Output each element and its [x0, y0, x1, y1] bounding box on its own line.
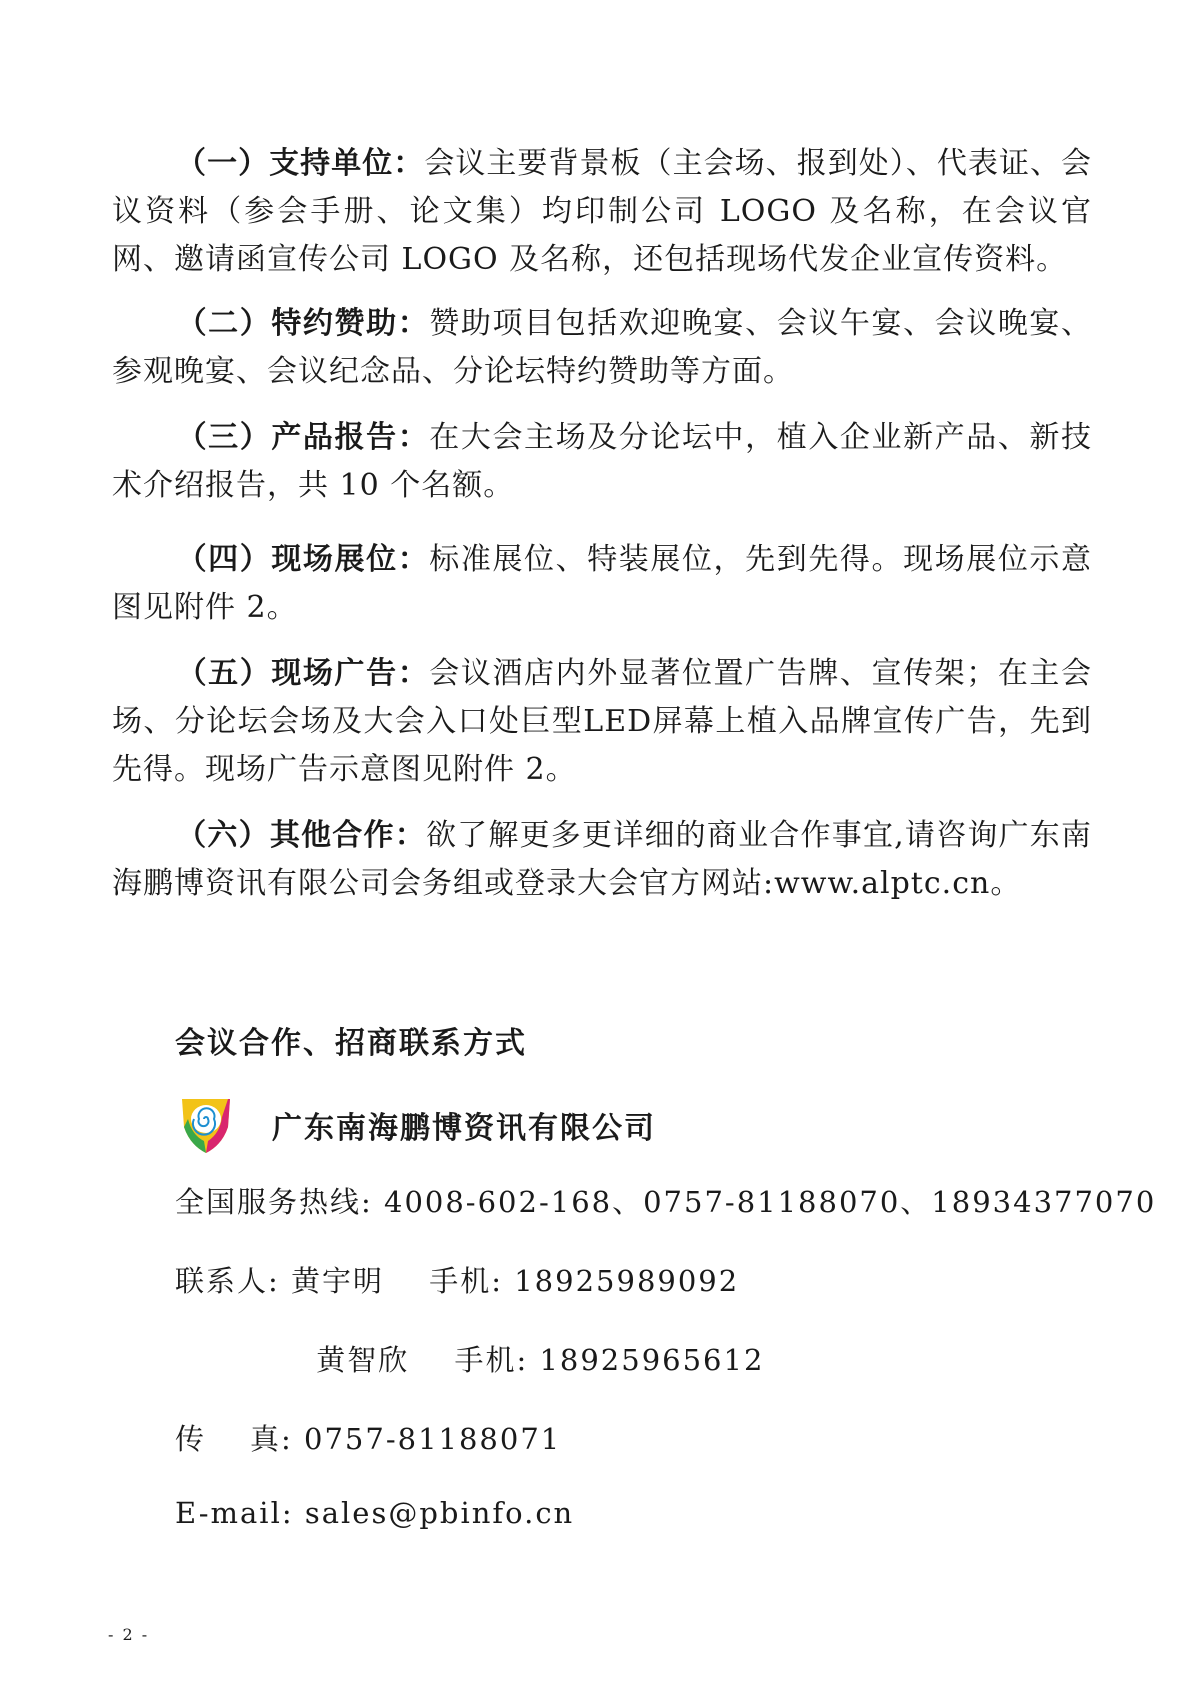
page-number: - 2 -: [108, 1625, 150, 1644]
contact-email: [175, 1496, 574, 1530]
spiral-shield-logo-icon: [178, 1093, 234, 1157]
hotline-label: 全国服务热线:: [175, 1185, 373, 1219]
section-text: 在大会主场及分论坛中，植入企业新产品、新技术介绍报告，共 10 个名额。: [112, 420, 1093, 503]
contact-person-1: [175, 1259, 739, 1300]
section-support-units: [112, 140, 1092, 284]
section-text: 会议酒店内外显著位置广告牌、宣传架；在主会场、分论坛会场及大会入口处巨型LED屏幕上植入品牌宣传广告，先到先得。现场广告示意图见附件 2。: [112, 656, 1093, 787]
fax-value: 0757-81188071: [304, 1422, 562, 1456]
mobile-number: 18925989092: [514, 1264, 740, 1298]
hotline-value: 4008-602-168、0757-81188070、18934377070: [384, 1185, 1157, 1219]
fax-label-first: 传: [175, 1422, 207, 1456]
section-label: （二）特约赞助：: [176, 306, 430, 341]
section-label: （六）其他合作：: [176, 818, 426, 853]
mobile-number: 18925965612: [539, 1343, 765, 1377]
contact-person-2: [175, 1338, 764, 1379]
company-name: 广东南海鹏博资讯有限公司: [272, 1111, 656, 1146]
section-label: （四）现场展位：: [176, 542, 430, 577]
contact-fax: [175, 1417, 561, 1458]
company-header: [178, 1090, 656, 1160]
fax-label-second: 真:: [250, 1422, 293, 1456]
email-label: E-mail:: [175, 1496, 294, 1530]
mobile-label: 手机:: [429, 1264, 504, 1298]
section-text: 赞助项目包括欢迎晚宴、会议午宴、会议晚宴、参观晚宴、会议纪念品、分论坛特约赞助等方面。: [112, 306, 1093, 389]
section-onsite-ads: [112, 650, 1092, 794]
section-label: （五）现场广告：: [176, 656, 430, 691]
section-text: 标准展位、特装展位，先到先得。现场展位示意图见附件 2。: [112, 542, 1093, 625]
section-text: 会议主要背景板（主会场、报到处）、代表证、会议资料（参会手册、论文集）均印制公司 LOGO 及名称，在会议官网、邀请函宣传公司 LOGO 及名称，还包括现场代发企业宣传资料。: [112, 146, 1093, 277]
contact-heading: 会议合作、招商联系方式: [175, 1026, 527, 1061]
section-special-sponsorship: [112, 300, 1092, 396]
section-other-cooperation: [112, 812, 1092, 908]
person-name: 黄智欣: [316, 1343, 410, 1377]
section-label: （一）支持单位：: [176, 146, 425, 181]
section-onsite-booth: [112, 536, 1092, 632]
section-product-report: [112, 414, 1092, 510]
person-name: 黄宇明: [291, 1264, 385, 1298]
email-value: sales@pbinfo.cn: [304, 1496, 575, 1530]
section-label: （三）产品报告：: [176, 420, 430, 455]
person-label: 联系人:: [175, 1264, 280, 1298]
section-text: 欲了解更多更详细的商业合作事宜,请咨询广东南海鹏博资讯有限公司会务组或登录大会官方网站:www.alptc.cn。: [112, 818, 1092, 901]
contact-hotline: [175, 1180, 1156, 1221]
mobile-label: 手机:: [454, 1343, 529, 1377]
